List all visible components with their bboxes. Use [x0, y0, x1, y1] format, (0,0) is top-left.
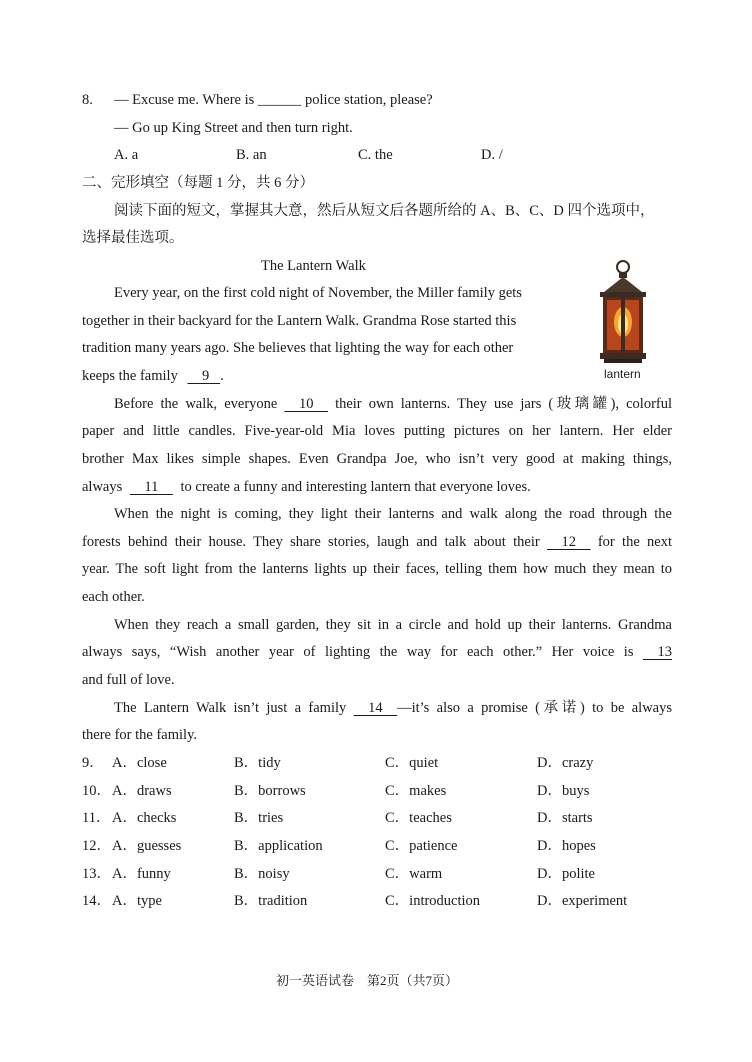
choice-a: A．draws — [112, 783, 172, 799]
choice-d: D．buys — [537, 783, 590, 799]
choice-c: C．teaches — [385, 810, 452, 826]
choice-c: C．introduction — [385, 893, 481, 909]
choice-b: B．tries — [234, 810, 284, 826]
q8-option-a: A. a — [114, 147, 139, 163]
blank-14: 14 — [368, 700, 383, 716]
section-heading: 二、完形填空（每题 1 分，共 6 分） — [82, 175, 314, 191]
p4-line-2: always says, “Wish another year of lighting the way for each other.” Her voice is 13 — [82, 644, 672, 660]
blank-10: 10 — [298, 396, 314, 412]
q8-option-d: D. / — [481, 147, 503, 163]
p1-line-4-text: keeps the family — [82, 368, 178, 384]
p3-line-2: forests behind their house. They share stories, laugh and talk about their 12 for the next — [82, 534, 673, 550]
choice-number: 11． — [82, 810, 111, 826]
choice-c: C．patience — [385, 838, 458, 854]
choice-b: B．borrows — [234, 783, 306, 799]
q8-option-b: B. an — [236, 147, 267, 163]
choice-d: D．hopes — [537, 838, 596, 854]
p1-line-1: Every year, on the first cold night of November, the Miller family gets — [114, 285, 522, 301]
q8-line-1: — Excuse me. Where is ______ police station, please? — [114, 92, 433, 108]
blank-13: 13 — [657, 644, 672, 660]
choice-a: A．guesses — [112, 838, 182, 854]
instruction-line-2: 选择最佳选项。 — [82, 230, 184, 246]
blank-9: 9 — [201, 368, 210, 384]
choice-a: A．checks — [112, 810, 177, 826]
passage-title: The Lantern Walk — [261, 258, 366, 274]
choice-b: B．application — [234, 838, 323, 854]
choice-a: A．type — [112, 893, 162, 909]
lantern-image — [590, 258, 656, 366]
choice-d: D．polite — [537, 866, 595, 882]
q8-line-2: — Go up King Street and then turn right. — [114, 120, 353, 136]
choice-b: B．noisy — [234, 866, 290, 882]
p1-line-3: tradition many years ago. She believes that lighting the way for each other — [82, 340, 514, 356]
lantern-caption: lantern — [604, 367, 641, 381]
p5-line-1: The Lantern Walk isn’t just a family 14 —it’s also a promise (承诺) to be always — [114, 700, 673, 716]
choice-c: C．makes — [385, 783, 447, 799]
p3-line-3: year. The soft light from the lanterns lights up their faces, telling them how much they mean to — [82, 561, 672, 577]
p5-line-2: there for the family. — [82, 727, 198, 743]
choice-number: 13． — [82, 866, 111, 882]
p3-line-1: When the night is coming, they light their lanterns and walk along the road through the — [114, 506, 672, 522]
choice-a: A．close — [112, 755, 167, 771]
p4-line-1: When they reach a small garden, they sit in a circle and hold up their lanterns. Grandma — [114, 617, 672, 633]
choice-a: A．funny — [112, 866, 171, 882]
choice-number: 14． — [82, 893, 111, 909]
p1-line-4-end: . — [220, 368, 224, 384]
p2-line-1: Before the walk, everyone 10 their own lanterns. They use jars (玻璃罐), colorful — [114, 396, 673, 412]
p3-line-4: each other. — [82, 589, 145, 605]
p2-line-2: paper and little candles. Five-year-old Mia loves putting pictures on her lantern. Her elder — [82, 423, 672, 439]
p4-line-3: and full of love. — [82, 672, 175, 688]
choice-number: 10． — [82, 783, 111, 799]
blank-12: 12 — [561, 534, 577, 550]
choice-number: 9． — [82, 755, 104, 771]
choice-d: D．crazy — [537, 755, 594, 771]
choice-c: C．quiet — [385, 755, 439, 771]
choice-number: 12． — [82, 838, 111, 854]
q8-option-c: C. the — [358, 147, 393, 163]
choice-b: B．tidy — [234, 755, 281, 771]
choice-c: C．warm — [385, 866, 443, 882]
p2-line-4: always 11 to create a funny and interesting lantern that everyone loves. — [82, 479, 531, 495]
p1-line-2: together in their backyard for the Lantern Walk. Grandma Rose started this — [82, 313, 517, 329]
blank-11: 11 — [144, 479, 159, 495]
q8-number: 8. — [82, 92, 93, 108]
page-footer: 初一英语试卷 第2页（共7页） — [276, 973, 459, 988]
instruction-line-1: 阅读下面的短文，掌握其大意，然后从短文后各题所给的 A、B、C、D 四个选项中， — [114, 203, 655, 219]
p1-line-4 — [82, 366, 224, 386]
p2-line-3: brother Max likes simple shapes. Even Grandpa Joe, who isn’t very good at making things, — [82, 451, 672, 467]
choice-b: B．tradition — [234, 893, 308, 909]
choice-d: D．starts — [537, 810, 593, 826]
choice-d: D．experiment — [537, 893, 628, 909]
